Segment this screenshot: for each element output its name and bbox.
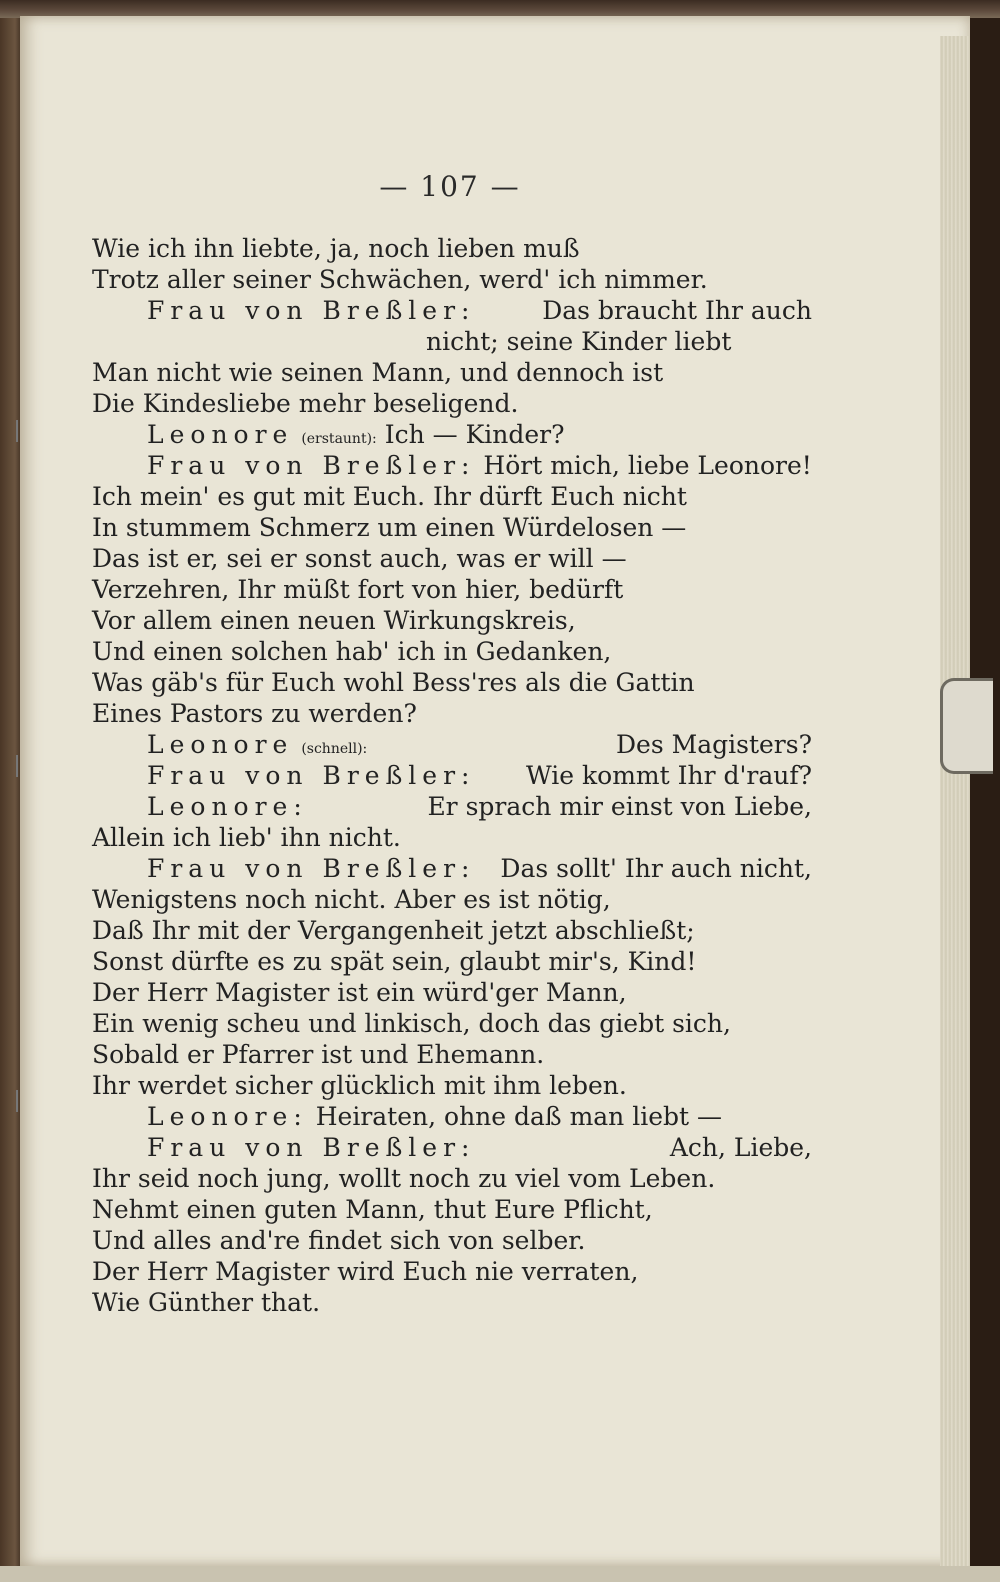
text-line bbox=[92, 884, 812, 915]
speech-line bbox=[92, 450, 812, 481]
speaker-name: Frau von Breßler: bbox=[147, 451, 476, 480]
text-line bbox=[92, 1225, 812, 1256]
line-text: Wenigstens noch nicht. Aber es ist nötig, bbox=[92, 885, 611, 914]
text-line bbox=[92, 543, 812, 574]
line-text: Trotz aller seiner Schwächen, werd' ich nimmer. bbox=[92, 265, 708, 294]
text-line bbox=[92, 1287, 812, 1318]
line-text: Das sollt' Ihr auch nicht, bbox=[500, 854, 812, 883]
speech-line bbox=[92, 853, 812, 884]
line-text: Sonst dürfte es zu spät sein, glaubt mir's, Kind! bbox=[92, 947, 697, 976]
line-text: Er sprach mir einst von Liebe, bbox=[427, 792, 812, 821]
line-text: Das ist er, sei er sonst auch, was er will — bbox=[92, 544, 627, 573]
text-line bbox=[92, 1008, 812, 1039]
text-line bbox=[92, 667, 812, 698]
line-text: Und alles and're findet sich von selber. bbox=[92, 1226, 586, 1255]
line-text: Ein wenig scheu und linkisch, doch das giebt sich, bbox=[92, 1009, 731, 1038]
text-line bbox=[92, 822, 812, 853]
line-text: Verzehren, Ihr müßt fort von hier, bedürft bbox=[92, 575, 624, 604]
speech-line bbox=[92, 791, 812, 822]
speaker-name: Frau von Breßler: bbox=[147, 1133, 476, 1162]
text-line bbox=[92, 1163, 812, 1194]
line-text: Sobald er Pfarrer ist und Ehemann. bbox=[92, 1040, 545, 1069]
line-text: Was gäb's für Euch wohl Bess'res als die Gattin bbox=[92, 668, 695, 697]
line-text: Hört mich, liebe Leonore! bbox=[483, 451, 812, 480]
text-block bbox=[92, 233, 812, 1318]
line-text: Der Herr Magister wird Euch nie verraten, bbox=[92, 1257, 639, 1286]
text-line bbox=[92, 698, 812, 729]
text-line bbox=[92, 636, 812, 667]
line-text: nicht; seine Kinder liebt bbox=[426, 327, 732, 356]
line-text: Ihr seid noch jung, wollt noch zu viel vom Leben. bbox=[92, 1164, 716, 1193]
line-text: Vor allem einen neuen Wirkungskreis, bbox=[92, 606, 576, 635]
line-text: Die Kindesliebe mehr beseligend. bbox=[92, 389, 519, 418]
text-line bbox=[92, 233, 812, 264]
line-text: Allein ich lieb' ihn nicht. bbox=[92, 823, 401, 852]
scan-bottom-edge bbox=[0, 1566, 1000, 1582]
margin-mark bbox=[16, 755, 24, 777]
line-text: Ihr werdet sicher glücklich mit ihm leben. bbox=[92, 1071, 627, 1100]
speaker-name: Leonore: bbox=[147, 1102, 308, 1131]
line-text: Wie Günther that. bbox=[92, 1288, 321, 1317]
line-text: Man nicht wie seinen Mann, und dennoch ist bbox=[92, 358, 664, 387]
line-text: Wie ich ihn liebte, ja, noch lieben muß bbox=[92, 234, 580, 263]
text-line bbox=[92, 357, 812, 388]
margin-mark bbox=[16, 420, 24, 442]
speaker-name: Frau von Breßler: bbox=[147, 296, 476, 325]
text-line bbox=[92, 574, 812, 605]
text-line bbox=[92, 915, 812, 946]
line-text: Nehmt einen guten Mann, thut Eure Pflicht, bbox=[92, 1195, 653, 1224]
text-line bbox=[92, 481, 812, 512]
line-text: Der Herr Magister ist ein würd'ger Mann, bbox=[92, 978, 627, 1007]
text-line bbox=[92, 946, 812, 977]
text-line bbox=[92, 1256, 812, 1287]
line-text: Ich — Kinder? bbox=[384, 420, 565, 449]
line-text: Das braucht Ihr auch bbox=[542, 296, 812, 325]
text-line bbox=[92, 326, 812, 357]
speech-line bbox=[92, 760, 812, 791]
line-text: Eines Pastors zu werden? bbox=[92, 699, 417, 728]
line-text: Daß Ihr mit der Vergangenheit jetzt abschließt; bbox=[92, 916, 695, 945]
line-text: Ach, Liebe, bbox=[669, 1133, 812, 1162]
page-number: — 107 — bbox=[379, 170, 521, 203]
stage-direction: (erstaunt): bbox=[301, 431, 377, 447]
bookmark-tab bbox=[940, 678, 993, 774]
speech-line bbox=[92, 1132, 812, 1163]
text-line bbox=[92, 388, 812, 419]
speech-line bbox=[92, 1101, 812, 1132]
speaker-name: Frau von Breßler: bbox=[147, 761, 476, 790]
speaker-name: Leonore bbox=[147, 420, 294, 449]
speaker-name: Leonore: bbox=[147, 792, 308, 821]
text-line bbox=[92, 1039, 812, 1070]
stage-direction: (schnell): bbox=[301, 741, 368, 757]
text-line bbox=[92, 1070, 812, 1101]
line-text: Ich mein' es gut mit Euch. Ihr dürft Euch nicht bbox=[92, 482, 687, 511]
text-line bbox=[92, 605, 812, 636]
margin-mark bbox=[16, 1090, 24, 1112]
line-text: Heiraten, ohne daß man liebt — bbox=[315, 1102, 723, 1131]
page-edges bbox=[940, 36, 970, 1576]
text-line bbox=[92, 1194, 812, 1225]
speech-line bbox=[92, 729, 812, 760]
speaker-name: Frau von Breßler: bbox=[147, 854, 476, 883]
text-line bbox=[92, 977, 812, 1008]
line-text: Und einen solchen hab' ich in Gedanken, bbox=[92, 637, 612, 666]
speech-line bbox=[92, 295, 812, 326]
line-text: Des Magisters? bbox=[616, 730, 812, 759]
speaker-name: Leonore bbox=[147, 730, 294, 759]
line-text: In stummem Schmerz um einen Würdelosen — bbox=[92, 513, 687, 542]
text-line bbox=[92, 264, 812, 295]
text-line bbox=[92, 512, 812, 543]
line-text: Wie kommt Ihr d'rauf? bbox=[526, 761, 812, 790]
speech-line bbox=[92, 419, 812, 450]
